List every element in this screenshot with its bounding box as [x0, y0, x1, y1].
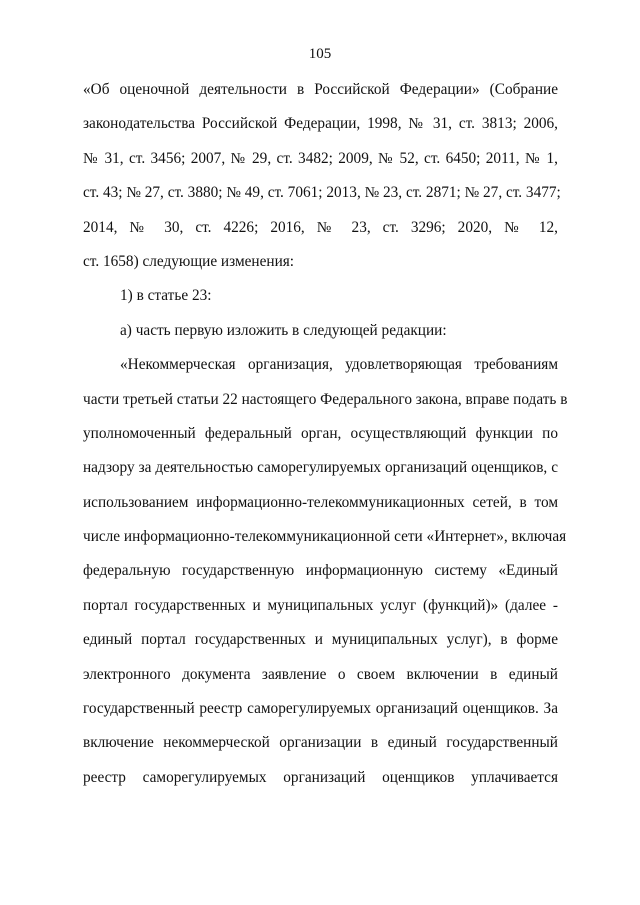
text-line: а) часть первую изложить в следующей редакции:	[120, 321, 447, 339]
text-line: портал государственных и муниципальных услуг (функций)» (далее -	[83, 596, 558, 614]
text-line: электронного документа заявление о своем включении в единый	[83, 665, 558, 683]
text-line: государственный реестр саморегулируемых организаций оценщиков. За	[83, 700, 558, 718]
text-line: № 31, ст. 3456; 2007, № 29, ст. 3482; 2009, № 52, ст. 6450; 2011, № 1,	[83, 149, 558, 167]
text-line: единый портал государственных и муниципальных услуг), в форме	[83, 631, 558, 649]
text-line: надзору за деятельностью саморегулируемых организаций оценщиков, с	[83, 459, 558, 477]
text-line: уполномоченный федеральный орган, осуществляющий функции по	[83, 424, 558, 442]
text-line: использованием информационно-телекоммуникационных сетей, в том	[83, 493, 558, 511]
text-line: ст. 43; № 27, ст. 3880; № 49, ст. 7061; 2013, № 23, ст. 2871; № 27, ст. 3477;	[83, 184, 561, 202]
text-line: 1) в статье 23:	[120, 287, 212, 305]
text-line: реестр саморегулируемых организаций оценщиков уплачивается	[83, 768, 558, 786]
text-line: ст. 1658) следующие изменения:	[83, 252, 295, 270]
text-line: включение некоммерческой организации в единый государственный	[83, 734, 558, 752]
text-line: части третьей статьи 22 настоящего Федерального закона, вправе подать в	[83, 390, 568, 408]
body-text	[83, 80, 568, 802]
page-number: 105	[308, 46, 332, 62]
text-line: законодательства Российской Федерации, 1998, № 31, ст. 3813; 2006,	[83, 115, 558, 133]
text-line: «Об оценочной деятельности в Российской Федерации» (Собрание	[83, 81, 558, 98]
text-line: «Некоммерческая организация, удовлетворяющая требованиям	[120, 356, 558, 374]
text-line: федеральную государственную информационную систему «Единый	[83, 562, 558, 580]
text-line: числе информационно-телекоммуникационной сети «Интернет», включая	[83, 528, 567, 546]
text-line: 2014, № 30, ст. 4226; 2016, № 23, ст. 3296; 2020, № 12,	[83, 218, 558, 236]
